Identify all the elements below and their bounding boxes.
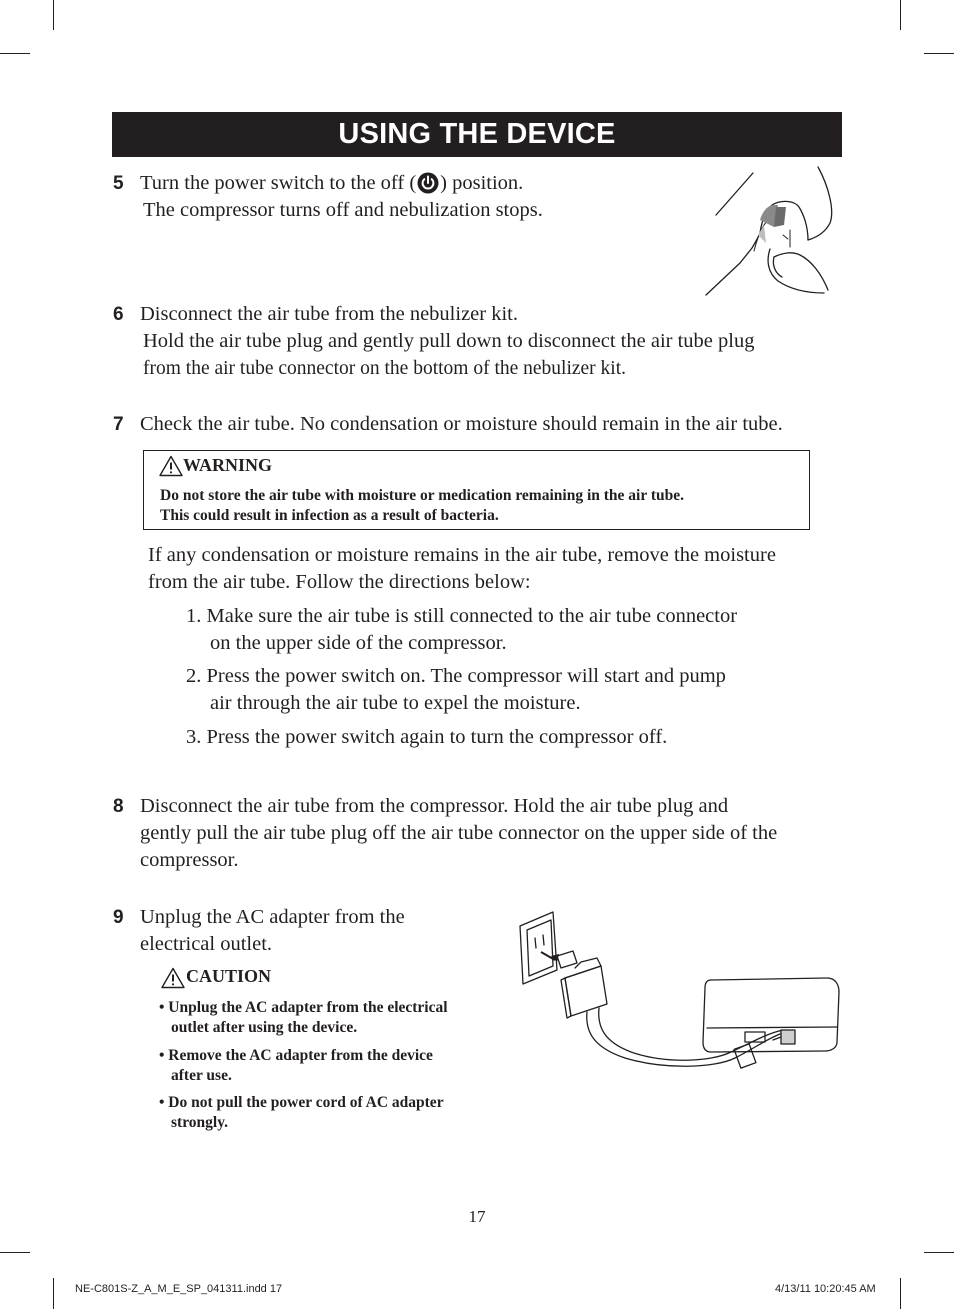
crop-mark — [53, 0, 54, 30]
date-slug: 4/13/11 10:20:45 AM — [775, 1283, 876, 1295]
step-8-line-1: Disconnect the air tube from the compressor. Hold the air tube plug and — [140, 795, 729, 817]
step-number: 7 — [113, 414, 124, 435]
moisture-item-1a: 1. Make sure the air tube is still connected to the air tube connector — [186, 605, 738, 627]
step-6-line-1: Disconnect the air tube from the nebulizer kit. — [140, 303, 518, 325]
moisture-item-2b: air through the air tube to expel the moisture. — [210, 692, 581, 714]
caution-triangle-icon — [161, 967, 185, 994]
warning-line-2: This could result in infection as a result of bacteria. — [160, 507, 499, 524]
step-5-text-a: Turn the power switch to the off ( — [140, 172, 417, 194]
moisture-item-2a: 2. Press the power switch on. The compressor will start and pump — [186, 665, 726, 687]
warning-triangle-icon — [159, 455, 183, 482]
caution-bullet-2 — [159, 1046, 433, 1086]
step-9-line-1: Unplug the AC adapter from the — [140, 906, 405, 928]
ac-adapter-illustration — [515, 908, 845, 1083]
caution-bullet-1b: outlet after using the device. — [171, 1019, 358, 1036]
step-number: 9 — [113, 907, 124, 928]
warning-line-1: Do not store the air tube with moisture or medication remaining in the air tube. — [160, 487, 684, 504]
power-switch-illustration — [700, 165, 840, 300]
caution-bullet-2b: after use. — [171, 1067, 232, 1084]
warning-title: WARNING — [183, 455, 273, 475]
crop-mark — [0, 53, 30, 54]
moisture-intro-1: If any condensation or moisture remains in the air tube, remove the moisture — [148, 544, 776, 566]
step-7-line-1: Check the air tube. No condensation or moisture should remain in the air tube. — [140, 413, 783, 435]
step-5-text-b: ) position. — [440, 172, 524, 194]
moisture-item-1b: on the upper side of the compressor. — [210, 632, 507, 654]
moisture-intro-2: from the air tube. Follow the directions below: — [148, 571, 531, 593]
section-header — [112, 112, 842, 157]
crop-mark — [53, 1278, 54, 1309]
step-8-line-3: compressor. — [140, 849, 239, 871]
crop-mark — [924, 53, 954, 54]
crop-mark — [0, 1252, 30, 1253]
step-6-line-3: from the air tube connector on the bottom of the nebulizer kit. — [143, 358, 627, 379]
step-5-line-2: The compressor turns off and nebulization stops. — [143, 199, 543, 221]
crop-mark — [900, 0, 901, 30]
file-slug: NE-C801S-Z_A_M_E_SP_041311.indd 17 — [75, 1283, 283, 1295]
crop-mark — [900, 1278, 901, 1309]
caution-title: CAUTION — [186, 966, 272, 986]
caution-bullet-2a: • Remove the AC adapter from the device — [159, 1047, 433, 1064]
moisture-item-3a: 3. Press the power switch again to turn the compressor off. — [186, 726, 668, 748]
caution-bullet-1 — [159, 998, 448, 1038]
step-number: 8 — [113, 796, 124, 817]
caution-bullet-3b: strongly. — [171, 1114, 228, 1131]
step-9-line-2: electrical outlet. — [140, 933, 273, 955]
page-number: 17 — [468, 1207, 486, 1226]
step-number: 6 — [113, 304, 124, 325]
caution-bullet-3 — [159, 1093, 444, 1133]
step-number: 5 — [113, 173, 124, 194]
crop-mark — [924, 1252, 954, 1253]
step-6-line-2: Hold the air tube plug and gently pull down to disconnect the air tube plug — [143, 330, 755, 352]
section-title: USING THE DEVICE — [338, 118, 616, 150]
step-8-line-2: gently pull the air tube plug off the air tube connector on the upper side of the — [140, 822, 778, 844]
caution-bullet-3a: • Do not pull the power cord of AC adapter — [159, 1094, 444, 1111]
caution-bullet-1a: • Unplug the AC adapter from the electrical — [159, 999, 448, 1016]
